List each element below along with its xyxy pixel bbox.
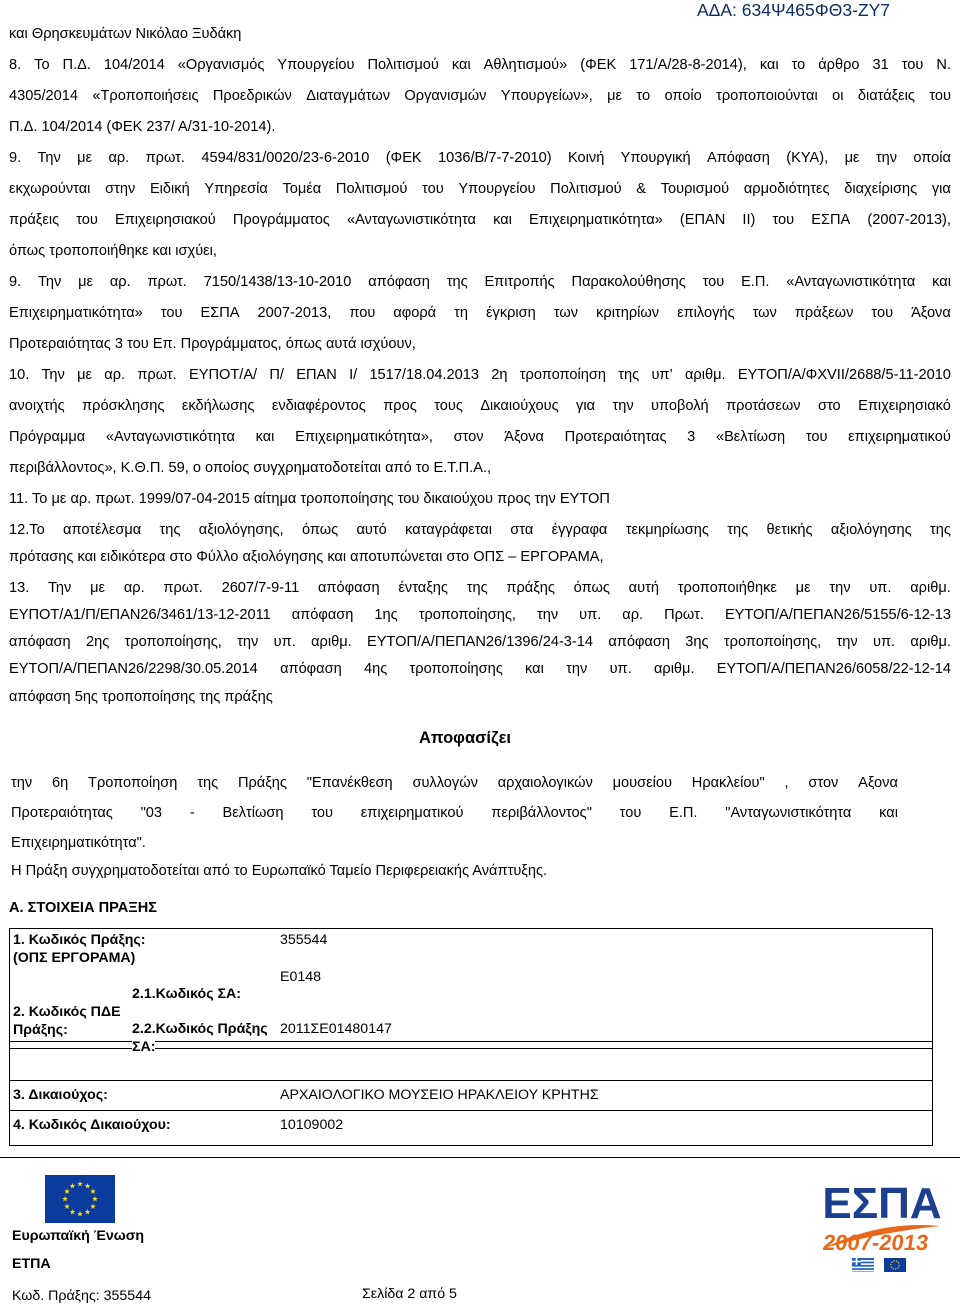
body-line: 9. Την με αρ. πρωτ. 4594/831/0020/23-6-2010 (ΦΕΚ 1036/Β/7-7-2010) Κοινή Υπουργική Απόφαση (ΚΥΑ), με την οποία — [9, 150, 951, 166]
body-line: πρότασης και ειδικότερα στο Φύλλο αξιολόγησης και αποτυπώνεται στο ΟΠΣ – ΕΡΓΟΡΑΜΑ, — [9, 549, 604, 565]
body-line: 11. Το με αρ. πρωτ. 1999/07-04-2015 αίτημα τροποποίησης του δικαιούχου προς την ΕΥΤΟΠ — [9, 491, 610, 507]
row1-label-1: 1. Κωδικός Πράξης: — [13, 932, 146, 948]
body-line: εκχωρούνται στην Ειδική Υπηρεσία Τομέα Πολιτισμού του Υπουργείου Πολιτισμού & Τουρισμού αρμοδιότητες διαχείρισης για — [9, 181, 951, 197]
body-line: 4305/2014 «Τροποποιήσεις Προεδρικών Διαταγμάτων Οργανισμών Υπουργείων», με το οποίο τροποποιούνται οι διατάξεις του — [9, 88, 951, 104]
eu-flag-logo — [45, 1175, 115, 1223]
row2-label-2: Πράξης: — [13, 1022, 68, 1038]
body-line: ΕΥΤΟΠ/Α/ΠΕΠΑΝ26/2298/30.05.2014 απόφαση 4ης τροποποίησης και την υπ. αριθμ. ΕΥΤΟΠ/Α/ΠΕΠΑΝ26/6058/22-12-14 — [9, 661, 951, 677]
eu-label: Ευρωπαϊκή Ένωση — [12, 1228, 145, 1244]
body-line: 10. Την με αρ. πρωτ. ΕΥΠΟΤ/Α/ Π/ ΕΠΑΝ Ι/ 1517/18.04.2013 2η τροποποίηση της υπ’ αριθμ. ΕΥΤΟΠ/Α/ΦΧVII/2688/5-11-2010 — [9, 367, 951, 383]
project-data-table — [9, 928, 933, 1146]
body-line: απόφαση 2ης τροποποίησης, την υπ. αριθμ. ΕΥΤΟΠ/Α/ΠΕΠΑΝ26/1396/24-3-14 απόφαση 3ης τροποποίησης, την υπ. αριθμ. — [9, 634, 951, 650]
body-line: ΕΥΠΟΤ/Α1/Π/ΕΠΑΝ26/3461/13-12-2011 απόφαση 1ης τροποποίησης, την υπ. αρ. Πρωτ. ΕΥΤΟΠ/Α/ΠΕΠΑΝ26/5155/6-12-13 — [9, 607, 951, 623]
page-number: Σελίδα 2 από 5 — [362, 1286, 457, 1302]
decision-line: Η Πράξη συγχρηματοδοτείται από το Ευρωπαϊκό Ταμείο Περιφερειακής Ανάπτυξης. — [11, 863, 548, 879]
body-line: 8. Το Π.Δ. 104/2014 «Οργανισμός Υπουργείου Πολιτισμού και Αθλητισμού» (ΦΕΚ 171/Α/28-8-2014), και το άρθρο 31 του Ν. — [9, 57, 951, 73]
body-line: 12.Το αποτέλεσμα της αξιολόγησης, όπως αυτό καταγράφεται στα έγγραφα τεκμηρίωσης της θετικής αξιολόγησης της — [9, 522, 951, 538]
decision-line: την 6η Τροποποίηση της Πράξης "Επανέκθεση συλλογών αρχαιολογικών μουσείου Ηρακλείου" , στον Αξονα — [11, 775, 898, 791]
row3-value: ΑΡΧΑΙΟΛΟΓΙΚΟ ΜΟΥΣΕΙΟ ΗΡΑΚΛΕΙΟΥ ΚΡΗΤΗΣ — [280, 1087, 599, 1103]
decision-line: Προτεραιότητας "03 - Βελτίωση του επιχειρηματικού περιβάλλοντος" του Ε.Π. "Ανταγωνιστικότητα και — [11, 805, 898, 821]
body-line: ανοιχτής πρόσκλησης εκδήλωσης ενδιαφέροντος προς τους Δικαιούχους για την υποβολή προτάσεων στο Επιχειρησιακό — [9, 398, 951, 414]
body-line: πράξεις του Επιχειρησιακού Προγράμματος «Ανταγωνιστικότητα και Επιχειρηματικότητα» (ΕΠΑΝ ΙΙ) του ΕΣΠΑ (2007-2013), — [9, 212, 951, 228]
eu-small-flag-icon — [884, 1258, 906, 1272]
decision-line: Επιχειρηματικότητα". — [11, 835, 146, 851]
row2-2-value: 2011ΣΕ01480147 — [280, 1021, 392, 1037]
section-a-title: Α. ΣΤΟΙΧΕΙΑ ΠΡΑΞΗΣ — [9, 900, 157, 916]
body-line: όπως τροποποιήθηκε και ισχύει, — [9, 243, 217, 259]
body-line: 13. Την με αρ. πρωτ. 2607/7-9-11 απόφαση ένταξης της πράξης όπως αυτή τροποποιήθηκε με την υπ. αριθμ. — [9, 580, 951, 596]
svg-text:2007-2013: 2007-2013 — [821, 1230, 931, 1255]
greek-flag-icon — [852, 1258, 874, 1272]
body-line: 9. Την με αρ. πρωτ. 7150/1438/13-10-2010 απόφαση της Επιτροπής Παρακολούθησης του Ε.Π. «Ανταγωνιστικότητα και — [9, 274, 951, 290]
etpa-label: ΕΤΠΑ — [12, 1256, 51, 1272]
decision-heading: Αποφασίζει — [419, 729, 511, 747]
row1-value: 355544 — [280, 932, 328, 948]
row4-label: 4. Κωδικός Δικαιούχου: — [13, 1117, 171, 1133]
row1-label-2: (ΟΠΣ ΕΡΓΟΡΑΜΑ) — [13, 950, 136, 966]
svg-text:ΕΣΠΑ: ΕΣΠΑ — [822, 1179, 942, 1228]
espa-logo — [812, 1170, 952, 1280]
ada-code: ΑΔΑ: 634Ψ465ΦΘ3-ΖΥ7 — [696, 0, 890, 20]
row3-label: 3. Δικαιούχος: — [13, 1087, 108, 1103]
body-line: περιβάλλοντος», Κ.Θ.Π. 59, ο οποίος συγχρηματοδοτείται από το Ε.Τ.Π.Α., — [9, 460, 492, 476]
body-line: Πρόγραμμα «Ανταγωνιστικότητα και Επιχειρηματικότητα», στον Άξονα Προτεραιότητας 3 «Βελτίωση του επιχειρηματικού — [9, 429, 951, 445]
row2-1-label: 2.1.Κωδικός ΣΑ: — [132, 986, 242, 1002]
body-line: Π.Δ. 104/2014 (ΦΕΚ 237/ Α/31-10-2014). — [9, 119, 276, 135]
row2-2-label-1: 2.2.Κωδικός Πράξης — [132, 1021, 268, 1037]
row2-1-value: Ε0148 — [280, 969, 322, 985]
body-line: απόφαση 5ης τροποποίησης της πράξης — [9, 689, 273, 705]
footer-divider — [0, 1157, 960, 1158]
project-code-footer: Κωδ. Πράξης: 355544 — [12, 1288, 151, 1304]
body-line: και Θρησκευμάτων Νικόλαο Ξυδάκη — [9, 26, 242, 42]
body-line: Επιχειρηματικότητα» του ΕΣΠΑ 2007-2013, που αφορά τη έγκριση των κριτηρίων επιλογής των πράξεων του Άξονα — [9, 305, 951, 321]
body-line: Προτεραιότητας 3 του Επ. Προγράμματος, όπως αυτά ισχύουν, — [9, 336, 416, 352]
row4-value: 10109002 — [280, 1117, 344, 1133]
row2-label-1: 2. Κωδικός ΠΔΕ — [13, 1004, 121, 1020]
row2-2-label-2: ΣΑ: — [132, 1039, 156, 1055]
